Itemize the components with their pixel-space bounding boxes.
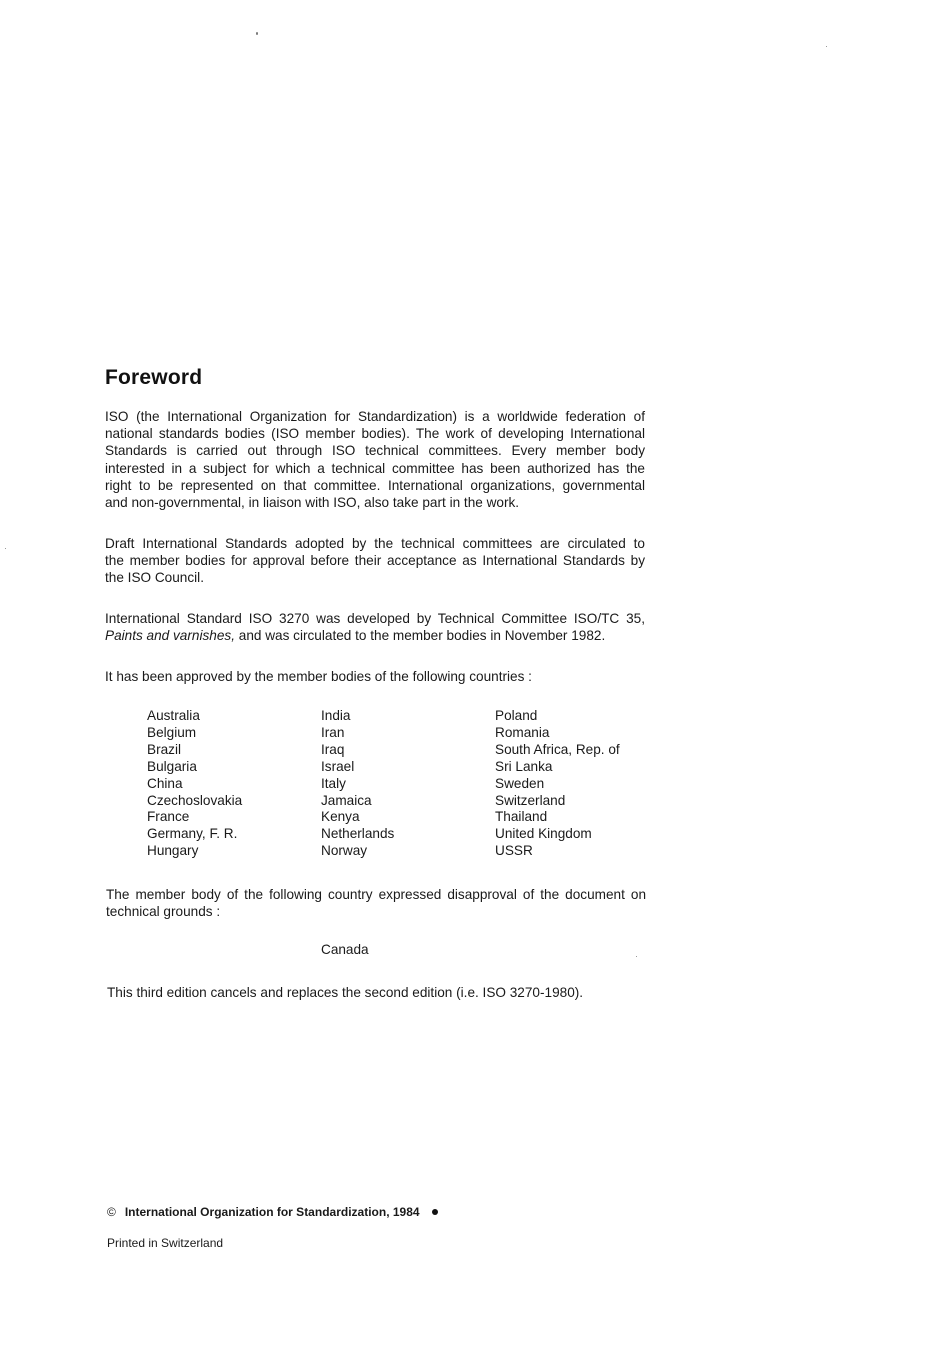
country-name: Bulgaria	[147, 758, 197, 774]
country-name: Sri Lanka	[495, 758, 553, 774]
paragraph-line: interested in a subject for which a technical committee has been authorized has the	[105, 460, 645, 476]
country-name: Romania	[495, 724, 550, 740]
paragraph-line: Standards is carried out through ISO technical committees. Every member body	[105, 443, 645, 459]
copyright-symbol: ©	[107, 1205, 116, 1219]
country-name: Thailand	[495, 809, 548, 825]
country-name: Germany, F. R.	[147, 826, 238, 842]
copyright-line	[107, 1205, 438, 1219]
committee-title: Paints and varnishes,	[105, 628, 235, 644]
disapproval-paragraph	[106, 886, 646, 920]
countries-column-2	[321, 708, 394, 860]
foreword-heading: Foreword	[105, 366, 203, 389]
countries-column-1	[147, 708, 242, 860]
disapproving-country: Canada	[321, 942, 369, 957]
country-name: India	[321, 708, 351, 723]
paragraph-line: national standards bodies (ISO member bodies). The work of developing International	[105, 426, 645, 442]
country-name: Iraq	[321, 741, 345, 757]
foreword-paragraph-3	[105, 610, 645, 644]
bullet-icon	[432, 1209, 438, 1215]
paragraph-line: right to be represented on that committee. International organizations, governmental	[105, 477, 645, 493]
country-name: Kenya	[321, 809, 360, 825]
country-name: Poland	[495, 708, 538, 723]
paragraph-line: Draft International Standards adopted by the technical committees are circulated to	[105, 536, 645, 551]
country-name: Jamaica	[321, 792, 372, 808]
country-name: Netherlands	[321, 826, 395, 842]
country-name: France	[147, 809, 190, 825]
paragraph-line: ISO (the International Organization for Standardization) is a worldwide federation of	[105, 409, 645, 424]
country-name: Czechoslovakia	[147, 792, 243, 808]
country-name: Iran	[321, 724, 345, 740]
country-name: Australia	[147, 708, 200, 723]
edition-note	[107, 984, 647, 1001]
country-name: South Africa, Rep. of	[495, 741, 620, 757]
country-name: United Kingdom	[495, 826, 592, 842]
paragraph-line: technical grounds :	[106, 904, 221, 920]
copyright-text: International Organization for Standardization, 1984	[124, 1205, 420, 1219]
foreword-paragraph-2	[105, 535, 645, 587]
country-name: Israel	[321, 758, 355, 774]
paragraph-line: This third edition cancels and replaces the second edition (i.e. ISO 3270-1980).	[107, 985, 584, 1000]
paragraph-text: and was circulated to the member bodies in November 1982.	[234, 628, 606, 644]
paragraph-line: the ISO Council.	[105, 570, 204, 586]
paragraph-line: the member bodies for approval before their acceptance as International Standards by	[105, 553, 645, 569]
paragraph-line: International Standard ISO 3270 was developed by Technical Committee ISO/TC 35,	[105, 611, 645, 626]
paragraph-line	[105, 627, 645, 644]
country-name: Italy	[321, 775, 346, 791]
country-name: Hungary	[147, 843, 199, 859]
paragraph-line: The member body of the following country expressed disapproval of the document on	[106, 887, 646, 902]
foreword-paragraph-1	[105, 408, 645, 511]
approval-intro	[105, 668, 645, 685]
printed-in: Printed in Switzerland	[107, 1236, 224, 1250]
country-name: USSR	[495, 843, 533, 859]
country-name: Belgium	[147, 724, 197, 740]
paragraph-line: and non-governmental, in liaison with ISO, also take part in the work.	[105, 495, 520, 511]
paragraph-line: It has been approved by the member bodies of the following countries :	[105, 669, 532, 684]
country-name: Brazil	[147, 741, 181, 757]
country-name: China	[147, 775, 183, 791]
country-name: Sweden	[495, 775, 545, 791]
country-name: Switzerland	[495, 792, 566, 808]
countries-column-3	[495, 708, 620, 860]
country-name: Norway	[321, 843, 368, 859]
